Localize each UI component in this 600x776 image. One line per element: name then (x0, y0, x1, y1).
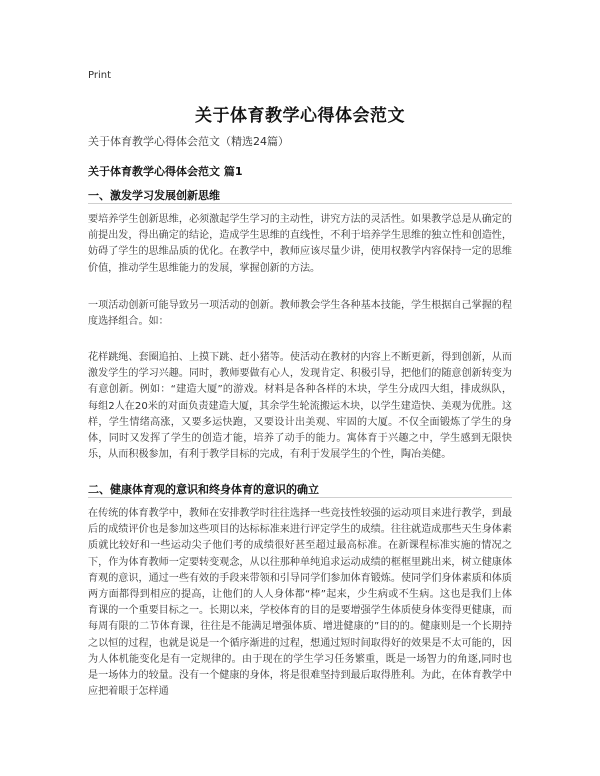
paragraph-3: 花样跳绳、套圈追拍、上摸下跳、赶小猪等。使活动在教材的内容上不断更新，得到创新，从而激发学生的学习兴趣。同时，教师要做有心人，发现肯定、积极引导，把他们的随意创新转变为有意创新。例如：“建造大厦”的游戏。材料是各种各样的木块，学生分成四大组，排成纵队，每组2人在20米的对面负责建造大厦，其余学生轮流搬运木块，以学生建造快、美观为优胜。这样，学生情绪高涨，又要多运快跑，又要设计出美观、牢固的大厦。不仅全面锻炼了学生的身体，同时又发挥了学生的创造才能，培养了动手的能力。寓体育于兴趣之中，学生感到无限快乐，从而积极参加，有利于教学目标的完成，有利于发展学生的个性，陶冶美健。 (88, 352, 512, 461)
document-title: 关于体育教学心得体会范文 (195, 106, 405, 126)
paragraph-4: 在传统的体育教学中，教师在安排教学时往往选择一些竞技性较强的运动项目来进行教学，到最后的成绩评价也是参加这些项目的达标标准来进行评定学生的成绩。往往就造成那些天生身体素质就比较好和一些运动尖子他们考的成绩很好甚至超过最高标准。在新课程标准实施的情况之下，作为体育教师一定要转变观念，从以往那种单纯追求运动成绩的框框里跳出来，树立健康体育观的意识，通过一些有效的手段来带领和引导同学们参加体育锻炼。使同学们身体素质和体质两方面都得到相应的提高，让他们的人人身体都“棒”起来，少生病或不生病。这也是我们上体育课的一个重要目标之一。长期以来，学校体育的目的是要增强学生体质使身体变得更健康，而每周有限的二节体育课，往往是不能满足增强体质、增进健康的”目的的。健康则是一个长期持之以恒的过程，也就是说是一个循序渐进的过程，想通过短时间取得好的效果是不太可能的，因为人体机能变化是有一定规律的。由于现在的学生学习任务繁重，既是一场智力的角逐,同时也是一场体力的较量。没有一个健康的身体，将是很难坚持到最后取得胜利。为此，在体育教学中应把着眼于怎样通 (88, 508, 512, 698)
paragraph-1: 要培养学生创新思维，必须激起学生学习的主动性，讲究方法的灵活性。如果教学总是从确定的前提出发，得出确定的结论，造成学生思维的直线性，不利于培养学生思维的独立性和创造性，妨碍了学生的思维品质的优化。在教学中，教师应该尽量少讲，使用权教学内容保持一定的思维价值，推动学生思维能力的发展，掌握创新的方法。 (88, 214, 512, 274)
section-divider-1 (88, 203, 512, 204)
section-heading-2: 二、健康体育观的意识和终身体育的意识的确立 (88, 483, 319, 496)
paragraph-2: 一项活动创新可能导致另一项活动的创新。教师教会学生各种基本技能，学生根据自己掌握的程度选择组合。如： (88, 300, 512, 328)
section-divider-2 (88, 497, 512, 498)
section-heading-1: 一、激发学习发展创新思维 (88, 189, 220, 202)
article-title: 关于体育教学心得体会范文 篇1 (88, 165, 243, 178)
document-subtitle: 关于体育教学心得体会范文（精选24篇） (88, 135, 289, 148)
print-label: Print (88, 70, 112, 81)
